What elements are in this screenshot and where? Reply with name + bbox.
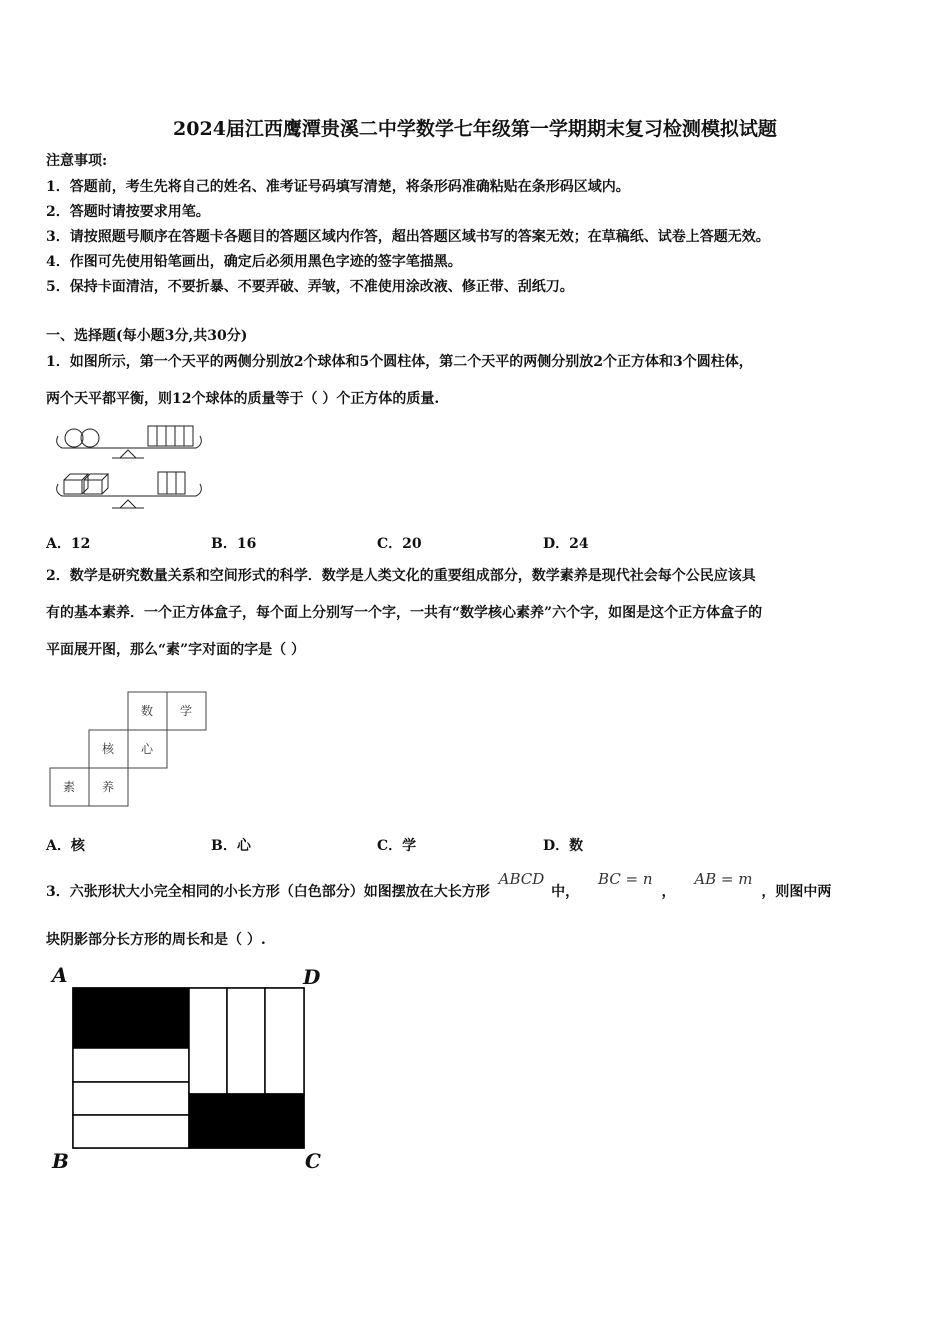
q2-option-d[interactable]: D．数 <box>543 838 584 854</box>
cube-icon <box>84 480 102 494</box>
sphere-icon <box>65 429 83 447</box>
math-bc: BC = n <box>598 870 653 888</box>
small-rectangle <box>265 988 304 1094</box>
small-rectangle <box>227 988 265 1094</box>
net-label: 素 <box>62 780 76 794</box>
notice-item: 3．请按照题号顺序在答题卡各题目的答题区域内作答，超出答题区域书写的答案无效；在草稿纸、试卷上答题无效。 <box>46 229 770 245</box>
corner-label-d: D <box>303 965 321 989</box>
net-label: 学 <box>179 704 193 718</box>
cylinder-icon <box>166 426 175 446</box>
q3-text: ， <box>661 884 676 900</box>
q2-option-c[interactable]: C．学 <box>377 838 417 854</box>
q2-stem-line1: 2．数学是研究数量关系和空间形式的科学．数学是人类文化的重要组成部分，数学素养是现代社会每个公民应该具 <box>46 568 756 584</box>
fulcrum-icon <box>120 450 136 458</box>
small-rectangle <box>73 1082 189 1115</box>
small-rectangle <box>73 1048 189 1082</box>
cylinder-icon <box>157 426 166 446</box>
cylinder-icon <box>167 472 176 494</box>
q2-option-a[interactable]: A．核 <box>46 838 85 854</box>
net-label: 数 <box>140 704 154 718</box>
balance-figure <box>50 418 210 518</box>
cylinder-icon <box>148 426 157 446</box>
q3-stem-line1 <box>46 870 832 902</box>
notice-heading: 注意事项: <box>46 153 108 169</box>
rectangle-figure <box>48 962 338 1177</box>
q1-stem-line2: 两个天平都平衡，则12个球体的质量等于（ ）个正方体的质量. <box>46 391 440 407</box>
q2-stem-line2: 有的基本素养．一个正方体盒子，每个面上分别写一个字，一共有“数学核心素养”六个字，如图是这个正方体盒子的 <box>46 605 763 621</box>
cylinder-icon <box>158 472 167 494</box>
notice-item: 2．答题时请按要求用笔。 <box>46 204 210 220</box>
notice-item: 4．作图可先使用铅笔画出，确定后必须用黑色字迹的签字笔描黑。 <box>46 254 462 270</box>
shaded-rectangle-bottom <box>189 1094 304 1148</box>
net-label: 心 <box>140 742 154 756</box>
q3-text: 中， <box>551 884 580 900</box>
q1-option-a[interactable]: A．12 <box>46 536 91 552</box>
cube-icon <box>64 480 82 494</box>
corner-label-c: C <box>305 1149 321 1173</box>
math-ab: AB = m <box>694 870 753 888</box>
page-title: 2024届江西鹰潭贵溪二中学数学七年级第一学期期末复习检测模拟试题 <box>173 118 777 140</box>
notice-item: 1．答题前，考生先将自己的姓名、准考证号码填写清楚，将条形码准确粘贴在条形码区域内。 <box>46 179 630 195</box>
q1-option-c[interactable]: C．20 <box>377 536 422 552</box>
q2-stem-line3: 平面展开图，那么“素”字对面的字是（ ） <box>46 642 305 658</box>
small-rectangle <box>73 1115 189 1148</box>
notice-item: 5．保持卡面清洁，不要折暴、不要弄破、弄皱，不准使用涂改液、修正带、刮纸刀。 <box>46 279 574 295</box>
section-heading: 一、选择题(每小题3分,共30分) <box>46 328 248 344</box>
corner-label-b: B <box>52 1149 69 1173</box>
fulcrum-icon <box>120 500 136 508</box>
cube-net-figure <box>48 690 212 810</box>
cylinder-icon <box>176 472 185 494</box>
q1-option-d[interactable]: D．24 <box>543 536 589 552</box>
shaded-rectangle-top <box>73 988 189 1048</box>
sphere-icon <box>81 429 99 447</box>
math-rect-abcd: ABCD <box>498 870 545 888</box>
net-label: 核 <box>101 742 115 756</box>
cylinder-icon <box>184 426 193 446</box>
corner-label-a: A <box>52 963 68 987</box>
q3-text: ，则图中两 <box>761 884 832 900</box>
q3-stem-line2: 块阴影部分长方形的周长和是（ ）. <box>46 932 266 948</box>
q1-stem-line1: 1．如图所示，第一个天平的两侧分别放2个球体和5个圆柱体，第二个天平的两侧分别放2个正方体和3个圆柱体， <box>46 354 753 370</box>
net-label: 养 <box>101 780 115 794</box>
q3-text: 3．六张形状大小完全相同的小长方形（白色部分）如图摆放在大长方形 <box>46 884 490 900</box>
cylinder-icon <box>175 426 184 446</box>
small-rectangle <box>189 988 227 1094</box>
q1-option-b[interactable]: B．16 <box>211 536 257 552</box>
q2-option-b[interactable]: B．心 <box>211 838 251 854</box>
